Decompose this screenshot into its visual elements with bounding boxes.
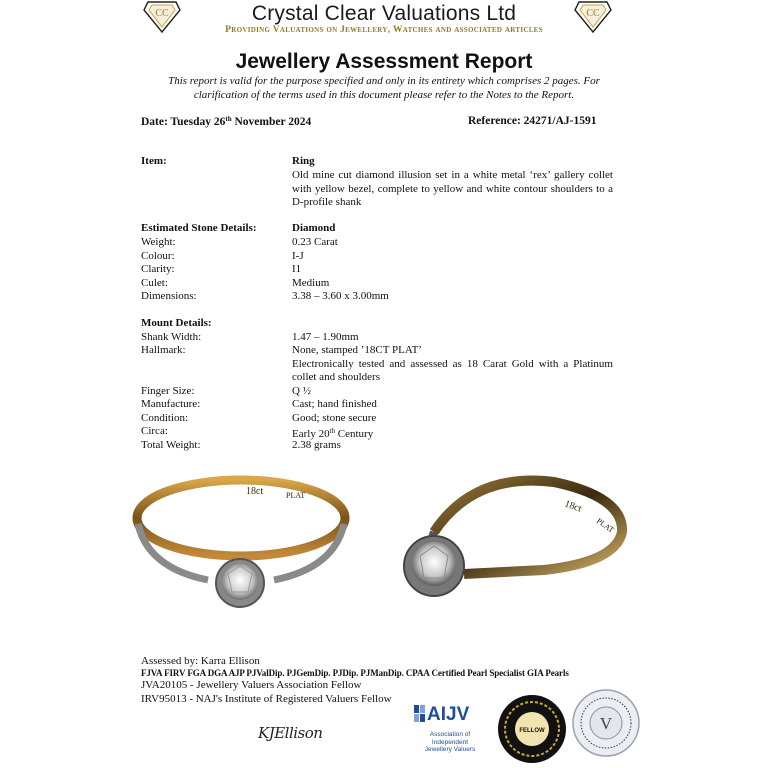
finger-size-label: Finger Size:: [141, 384, 195, 397]
company-name: Crystal Clear Valuations Ltd: [251, 2, 517, 25]
aijv-logo: [408, 704, 492, 762]
aijv-subtitle: [408, 731, 492, 754]
aijv-subtitle-line: Jewellery Valuers: [424, 746, 476, 753]
circa-value-ordinal: th: [329, 427, 336, 435]
shank-width-label: Shank Width:: [141, 330, 202, 343]
assessor-qualifications: FJVA FIRV FGA DGA AJP PJValDip. PJGemDip. PJDip. PJManDip. CPAA Certified Pearl Specialist GIA Pearls: [141, 668, 569, 678]
stone-detail-value: 3.38 – 3.60 x 3.00mm: [292, 290, 389, 302]
condition-value: Good; stone secure: [292, 411, 377, 424]
item-description: Old mine cut diamond illusion set in a white metal ‘rex’ gallery collet with yellow bezel, complete to yellow and white contour shoulders to a D-profile shank: [292, 169, 613, 208]
naj-fellow-seal-icon: [497, 694, 567, 764]
ring-photo-front: [128, 468, 354, 616]
stone-detail-value: I1: [292, 263, 302, 275]
mount-heading: Mount Details:: [141, 317, 212, 329]
aijv-mark: [414, 704, 469, 726]
stone-detail-value: Medium: [292, 276, 330, 289]
svg-text:CC: CC: [155, 8, 169, 19]
stone-detail-label: Culet:: [141, 276, 168, 289]
manufacture-value: Cast; hand finished: [292, 398, 377, 410]
hallmark-value: None, stamped ’18CT PLAT’: [292, 344, 422, 356]
circa-value-text: Early 20: [292, 428, 330, 440]
report-date-month: November 2024: [231, 116, 312, 128]
report-date-ordinal: th: [225, 115, 232, 123]
membership-irv: IRV95013 - NAJ's Institute of Registered Valuers Fellow: [141, 693, 392, 705]
stone-detail-label: Weight:: [141, 236, 176, 248]
item-value: Ring: [292, 155, 315, 167]
svg-text:18ct: 18ct: [562, 498, 583, 515]
stone-heading: Estimated Stone Details:: [141, 222, 257, 234]
stone-detail-label: Clarity:: [141, 263, 175, 275]
irv-seal-icon: [572, 688, 640, 758]
stone-type: Diamond: [292, 222, 336, 234]
svg-text:PLAT: PLAT: [286, 491, 306, 500]
circa-label: Circa:: [141, 425, 168, 437]
circa-value-century: Century: [335, 428, 374, 440]
stone-detail-label: Dimensions:: [141, 290, 197, 302]
aijv-grid-icon: [414, 705, 425, 722]
svg-text:PLAT: PLAT: [594, 516, 616, 535]
assessed-by: Assessed by: Karra Ellison: [141, 655, 260, 667]
aijv-mark-text: AIJV: [427, 704, 470, 725]
report-date: [141, 115, 311, 128]
report-intro-line-1: This report is valid for the purpose specified and only in its entirety which comprises 2 pages. For: [168, 75, 600, 87]
report-intro-line-2: clarification of the terms used in this document please refer to the Notes to the Report.: [193, 88, 575, 101]
finger-size-value: Q ½: [292, 384, 311, 397]
aijv-subtitle-line: Association of: [429, 731, 471, 738]
report-intro: [140, 75, 628, 102]
stone-detail-label: Colour:: [141, 249, 175, 262]
svg-text:V: V: [599, 714, 613, 733]
svg-text:18ct: 18ct: [246, 486, 264, 497]
manufacture-label: Manufacture:: [141, 398, 201, 410]
report-reference: Reference: 24271/AJ-1591: [468, 115, 597, 127]
report-date-text: Date: Tuesday 26: [141, 116, 226, 128]
ring-photo-angled: [394, 462, 630, 622]
aijv-subtitle-line: Independent: [431, 738, 469, 746]
report-title: Jewellery Assessment Report: [235, 50, 533, 73]
stone-detail-value: 0.23 Carat: [292, 236, 338, 248]
hallmark-note: Electronically tested and assessed as 18 Carat Gold with a Platinum collet and shoulders: [292, 357, 613, 383]
hallmark-label: Hallmark:: [141, 344, 186, 356]
svg-text:FELLOW: FELLOW: [519, 728, 545, 734]
condition-label: Condition:: [141, 411, 189, 424]
total-weight-label: Total Weight:: [141, 438, 201, 451]
membership-jva: JVA20105 - Jewellery Valuers Association Fellow: [141, 679, 362, 691]
svg-text:CC: CC: [586, 8, 600, 19]
item-label: Item:: [141, 155, 167, 167]
shank-width-value: 1.47 – 1.90mm: [292, 330, 359, 343]
company-tagline: Providing Valuations on Jewellery, Watches and associated articles: [225, 25, 543, 35]
stone-detail-value: I-J: [292, 249, 304, 262]
total-weight-value: 2.38 grams: [292, 438, 341, 451]
assessor-signature: KJEllison: [258, 724, 323, 742]
